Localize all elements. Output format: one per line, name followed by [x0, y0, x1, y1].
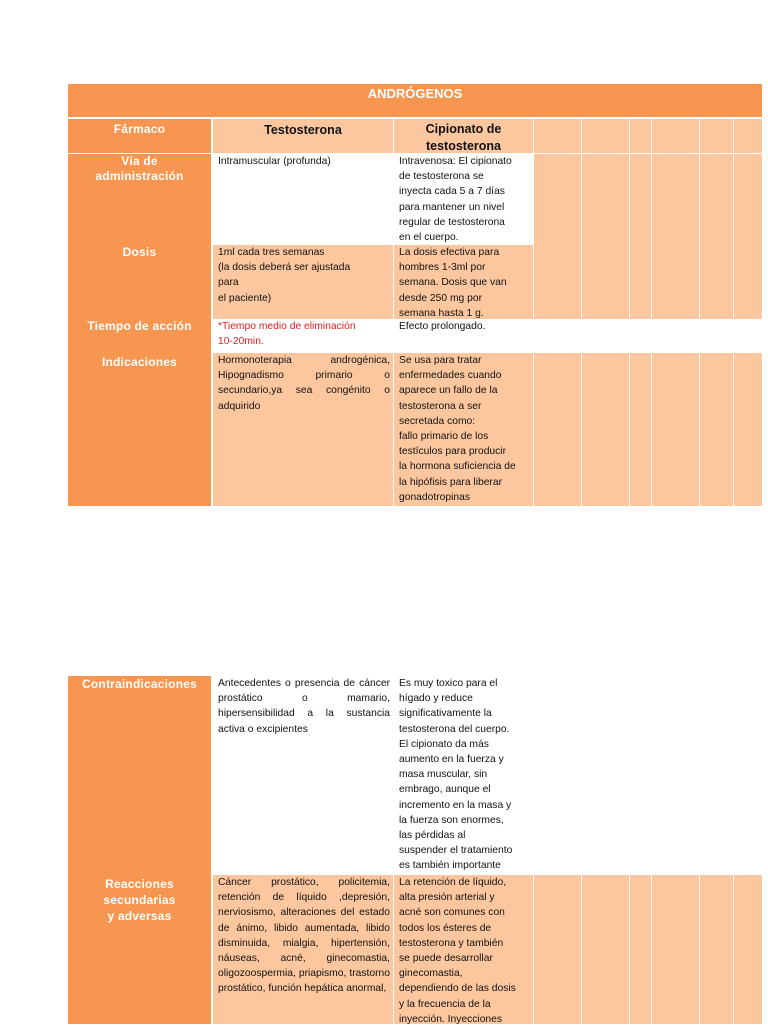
table-row [68, 875, 762, 1024]
header-col1-cell [213, 119, 394, 153]
empty-cell [734, 119, 762, 153]
empty-cell [700, 119, 734, 153]
row-col2-cell [394, 245, 534, 319]
row-label-cell [68, 875, 213, 1024]
row-col2-cell [394, 154, 534, 245]
table-title: ANDRÓGENOS [68, 84, 762, 117]
empty-cell [652, 245, 700, 319]
row-label-cell [68, 154, 213, 245]
row-label-cell [68, 245, 213, 319]
row-col1-text: *Tiempo medio de eliminación 10-20min. [218, 321, 356, 348]
row-col1-cell [213, 319, 394, 353]
empty-cell [630, 353, 652, 506]
empty-cell [582, 353, 630, 506]
table-row [68, 353, 762, 506]
row-col1-cell [213, 676, 394, 875]
row-col2-text: Se usa para tratar enfermedades cuando aparece un fallo de la testosterona a ser secretada como: fallo primario de los testículos para producir la hormona suficiencia de la hipófisis para liberar gonadotropinas [399, 355, 516, 503]
empty-cell [534, 875, 582, 1024]
row-col2-text: Intravenosa: El cipionato de testosterona se inyecta cada 5 a 7 días para mantener un nivel regular de testosterona en el cuerpo. [399, 156, 512, 244]
row-col2-text: Es muy toxico para el hígado y reduce significativamente la testosterona del cuerpo. El cipionato da más aumento en la fuerza y masa muscular, sin embrago, aunque el incremento en la masa y la fuerza son enormes, las pérdidas al suspender el tratamiento es también importante [399, 678, 513, 872]
row-label: Dosis [122, 245, 157, 259]
empty-cell [700, 353, 734, 506]
row-label: Tiempo de acción [87, 319, 192, 333]
row-col2-text: La retención de líquido, alta presión arterial y acné son comunes con todos los ésteres de testosterona y también se puede desarrollar ginecomastia, dependiendo de las dosis y la frecuencia de la inyección. Inyecciones [399, 877, 516, 1025]
header-col2-cell [394, 119, 534, 153]
empty-cell [582, 875, 630, 1024]
empty-cell [700, 245, 734, 319]
empty-cell [652, 319, 700, 353]
empty-cell [630, 119, 652, 153]
row-col1-text: Cáncer prostático, policitemia, retención de líquido ,depresión, nerviosismo, alteraciones del estado de ánimo, libido aumentada, libido disminuida, mialgia, hipertensión, náuseas, acné, ginecomastia, oligozoospermia, priapismo, trastorno prostático, función hepática anormal, [218, 877, 390, 995]
row-col2-text: La dosis efectiva para hombres 1-3ml por semana. Dosis que van desde 250 mg por semana hasta 1 g. [399, 247, 507, 319]
empty-cell [652, 119, 700, 153]
empty-cell [534, 119, 582, 153]
empty-cell [652, 154, 700, 245]
empty-cell [700, 875, 734, 1024]
empty-cell [630, 875, 652, 1024]
androgenos-table-top [68, 84, 762, 506]
row-col1-text: 1ml cada tres semanas (la dosis deberá ser ajustada para el paciente) [218, 247, 351, 304]
empty-cell [582, 154, 630, 245]
table-header-row [68, 119, 762, 153]
row-label-cell [68, 319, 213, 353]
row-col2-cell [394, 319, 534, 353]
empty-cell [582, 119, 630, 153]
empty-cell [630, 154, 652, 245]
row-col1-text: Antecedentes o presencia de cáncer prostático o mamario, hipersensibilidad a la sustancia activa o excipientes [218, 678, 390, 735]
table-row [68, 154, 762, 245]
androgenos-table-bottom [68, 676, 762, 1024]
empty-cell [582, 319, 630, 353]
empty-cell [652, 875, 700, 1024]
empty-cell [652, 353, 700, 506]
empty-cell [700, 319, 734, 353]
row-col1-cell [213, 154, 394, 245]
empty-cell [734, 245, 762, 319]
empty-cell [734, 154, 762, 245]
header-label-cell [68, 119, 213, 153]
empty-cell [700, 154, 734, 245]
row-col1-text: Hormonoterapia androgénica, Hipognadismo primario o secundario,ya sea congénito o adquirido [218, 355, 390, 412]
row-col1-cell [213, 245, 394, 319]
empty-cell [734, 353, 762, 506]
row-label: Vía de administración [95, 154, 184, 183]
empty-cell [534, 154, 582, 245]
empty-cell [734, 319, 762, 353]
row-col1-cell [213, 353, 394, 506]
row-col2-text: Efecto prolongado. [399, 321, 486, 332]
table-row [68, 676, 762, 875]
row-label: Indicaciones [101, 355, 178, 369]
row-label: Contraindicaciones [82, 677, 197, 691]
empty-cell [534, 245, 582, 319]
row-col2-cell [394, 353, 534, 506]
row-label-cell [68, 353, 213, 506]
header-col2: Cipionato de testosterona [425, 122, 502, 153]
empty-cell [582, 245, 630, 319]
empty-cell [734, 875, 762, 1024]
empty-cell [534, 319, 582, 353]
table-row [68, 319, 762, 353]
row-label: Reacciones secundarias y adversas [103, 877, 176, 923]
table-row [68, 245, 762, 319]
empty-cell [630, 245, 652, 319]
row-label-cell [68, 676, 213, 875]
row-col2-cell [394, 676, 534, 875]
row-col1-text: Intramuscular (profunda) [218, 156, 331, 167]
header-col1: Testosterona [264, 123, 342, 137]
row-col2-cell [394, 875, 534, 1024]
empty-cell [630, 319, 652, 353]
row-col1-cell [213, 875, 394, 1024]
header-label: Fármaco [113, 122, 166, 136]
empty-cell [534, 353, 582, 506]
